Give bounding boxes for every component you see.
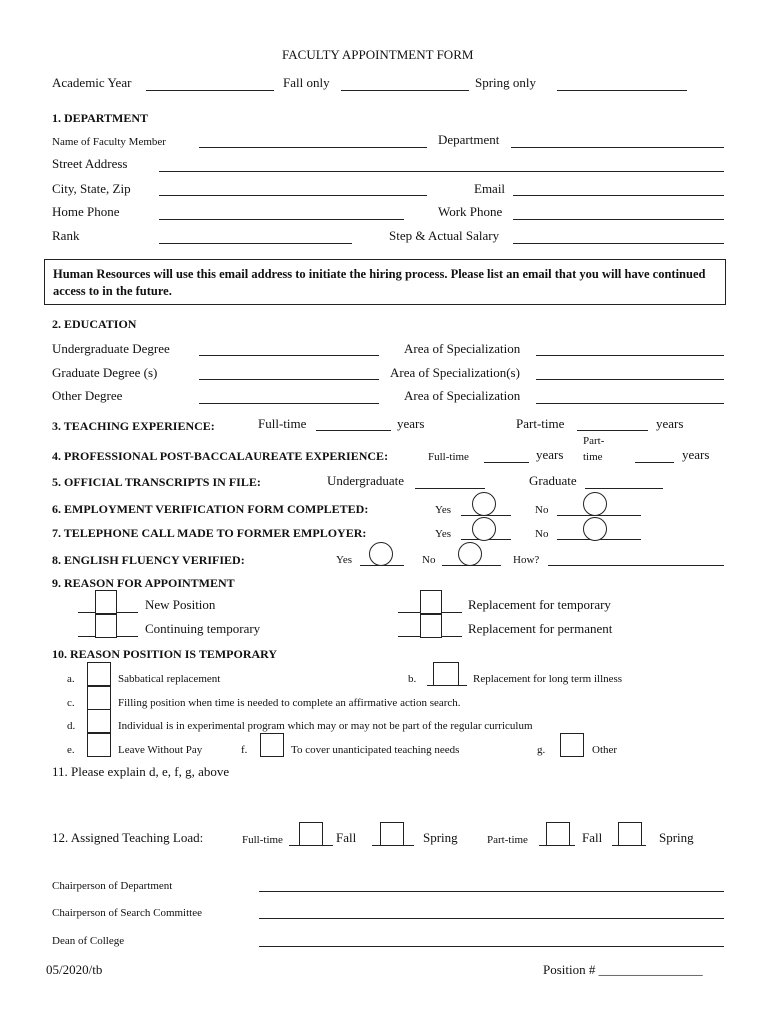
reason-heading: 9. REASON FOR APPOINTMENT [52,576,235,590]
long-term-illness-checkbox[interactable] [433,662,459,686]
hr-email-notice: Human Resources will use this email address to initiate the hiring process. Please list an email that you will have continued access to in the future. [44,259,726,305]
temporary-heading: 10. REASON POSITION IS TEMPORARY [52,647,278,661]
load-spring-label-1: Spring [423,830,458,845]
telephone-no-label: No [535,528,549,540]
load-parttime-label: Part-time [487,834,528,846]
telephone-yes-label: Yes [435,528,452,540]
teaching-fulltime-field[interactable] [316,430,391,431]
parttime-fall-checkbox[interactable] [546,822,570,846]
education-heading: 2. EDUCATION [52,317,137,331]
transcripts-grad-label: Graduate [529,473,577,488]
telephone-yes-radio[interactable] [472,517,496,541]
chair-search-signature[interactable] [259,918,724,919]
other-degree-label: Other Degree [52,388,123,403]
fulltime-fall-checkbox[interactable] [299,822,323,846]
specialization-label-3: Area of Specialization [404,388,521,403]
new-position-checkbox[interactable] [95,590,117,614]
department-label: Department [438,132,500,147]
spring-only-label: Spring only [475,75,537,90]
professional-parttime-field[interactable] [635,462,674,463]
specialization-field-3[interactable] [536,403,724,404]
professional-fulltime-label: Full-time [428,451,469,463]
specialization-label-2: Area of Specialization(s) [390,365,520,380]
sabbatical-label: Sabbatical replacement [118,673,221,685]
dean-signature[interactable] [259,946,724,947]
professional-fulltime-field[interactable] [484,462,529,463]
item-g-letter: g. [537,744,546,756]
item-c-letter: c. [67,697,75,709]
academic-year-field[interactable] [146,90,274,91]
street-field[interactable] [159,171,724,172]
faculty-name-field[interactable] [199,147,427,148]
specialization-field-1[interactable] [536,355,724,356]
academic-year-label: Academic Year [52,75,132,90]
teaching-parttime-field[interactable] [577,430,648,431]
unanticipated-needs-label: To cover unanticipated teaching needs [291,744,460,756]
employment-no-radio[interactable] [583,492,607,516]
load-fall-label-1: Fall [336,830,357,845]
email-label: Email [474,181,506,196]
position-number[interactable]: Position # ________________ [543,962,703,977]
form-title: FACULTY APPOINTMENT FORM [282,47,474,62]
employment-yes-radio[interactable] [472,492,496,516]
load-spring-label-2: Spring [659,830,694,845]
transcripts-heading: 5. OFFICIAL TRANSCRIPTS IN FILE: [52,475,261,489]
transcripts-undergrad-label: Undergraduate [327,473,405,488]
item-b-letter: b. [408,673,417,685]
english-yes-radio[interactable] [369,542,393,566]
work-phone-label: Work Phone [438,204,503,219]
new-position-label: New Position [145,597,216,612]
teaching-fulltime-label: Full-time [258,416,307,431]
teaching-heading: 3. TEACHING EXPERIENCE: [52,419,215,433]
affirmative-action-checkbox[interactable] [87,686,111,710]
home-phone-field[interactable] [159,219,404,220]
continuing-temporary-label: Continuing temporary [145,621,261,636]
professional-years-label-2: years [682,447,710,462]
teaching-years-label-1: years [397,416,425,431]
department-heading: 1. DEPARTMENT [52,111,149,125]
professional-years-label-1: years [536,447,564,462]
employment-yes-label: Yes [435,504,452,516]
faculty-name-label: Name of Faculty Member [52,136,166,148]
chair-department-signature[interactable] [259,891,724,892]
other-degree-field[interactable] [199,403,379,404]
teaching-load-label: 12. Assigned Teaching Load: [52,830,204,845]
form-code: 05/2020/tb [46,962,103,977]
transcripts-grad-field[interactable] [585,488,663,489]
load-fulltime-label: Full-time [242,834,283,846]
city-field[interactable] [159,195,427,196]
specialization-field-2[interactable] [536,379,724,380]
home-phone-label: Home Phone [52,204,120,219]
fall-only-field[interactable] [341,90,469,91]
spring-only-field[interactable] [557,90,687,91]
undergrad-degree-label: Undergraduate Degree [52,341,170,356]
leave-without-pay-label: Leave Without Pay [118,744,203,756]
city-label: City, State, Zip [52,181,131,196]
teaching-parttime-label: Part-time [516,416,565,431]
telephone-no-radio[interactable] [583,517,607,541]
item-a-letter: a. [67,673,75,685]
professional-time-label: time [583,451,603,463]
step-salary-label: Step & Actual Salary [389,228,500,243]
department-field[interactable] [511,147,724,148]
replacement-temporary-checkbox[interactable] [420,590,442,614]
telephone-heading: 7. TELEPHONE CALL MADE TO FORMER EMPLOYER: [52,526,367,540]
fulltime-spring-checkbox[interactable] [380,822,404,846]
explain-label: 11. Please explain d, e, f, g, above [52,764,230,779]
load-fall-label-2: Fall [582,830,603,845]
item-e-letter: e. [67,744,75,756]
grad-degree-field[interactable] [199,379,379,380]
english-how-label: How? [513,554,540,566]
leave-without-pay-checkbox[interactable] [87,733,111,757]
item-f-letter: f. [241,744,248,756]
replacement-temporary-label: Replacement for temporary [468,597,611,612]
other-checkbox[interactable] [560,733,584,757]
affirmative-action-label: Filling position when time is needed to complete an affirmative action search. [118,697,461,709]
experimental-program-checkbox[interactable] [87,709,111,733]
dean-label: Dean of College [52,935,125,947]
professional-part-label: Part- [583,435,605,447]
replacement-permanent-label: Replacement for permanent [468,621,613,636]
sabbatical-checkbox[interactable] [87,662,111,686]
long-term-illness-label: Replacement for long term illness [473,673,623,685]
transcripts-undergrad-field[interactable] [415,488,485,489]
work-phone-field[interactable] [513,219,724,220]
chair-department-label: Chairperson of Department [52,880,173,892]
employment-heading: 6. EMPLOYMENT VERIFICATION FORM COMPLETED: [52,502,369,516]
employment-no-label: No [535,504,549,516]
continuing-temporary-checkbox[interactable] [95,614,117,638]
step-salary-field[interactable] [513,243,724,244]
parttime-spring-checkbox[interactable] [618,822,642,846]
english-no-radio[interactable] [458,542,482,566]
undergrad-degree-field[interactable] [199,355,379,356]
replacement-permanent-checkbox[interactable] [420,614,442,638]
fall-only-label: Fall only [283,75,330,90]
professional-heading: 4. PROFESSIONAL POST-BACCALAUREATE EXPERIENCE: [52,449,389,463]
item-d-letter: d. [67,720,76,732]
unanticipated-needs-checkbox[interactable] [260,733,284,757]
rank-field[interactable] [159,243,352,244]
other-label: Other [592,744,618,756]
specialization-label-1: Area of Specialization [404,341,521,356]
english-heading: 8. ENGLISH FLUENCY VERIFIED: [52,553,245,567]
english-no-label: No [422,554,436,566]
teaching-years-label-2: years [656,416,684,431]
grad-degree-label: Graduate Degree (s) [52,365,158,380]
rank-label: Rank [52,228,80,243]
street-label: Street Address [52,156,128,171]
chair-search-label: Chairperson of Search Committee [52,907,202,919]
experimental-program-label: Individual is in experimental program which may or may not be part of the regular curriculum [118,720,533,732]
email-field[interactable] [513,195,724,196]
english-how-field[interactable] [548,565,724,566]
english-yes-label: Yes [336,554,353,566]
